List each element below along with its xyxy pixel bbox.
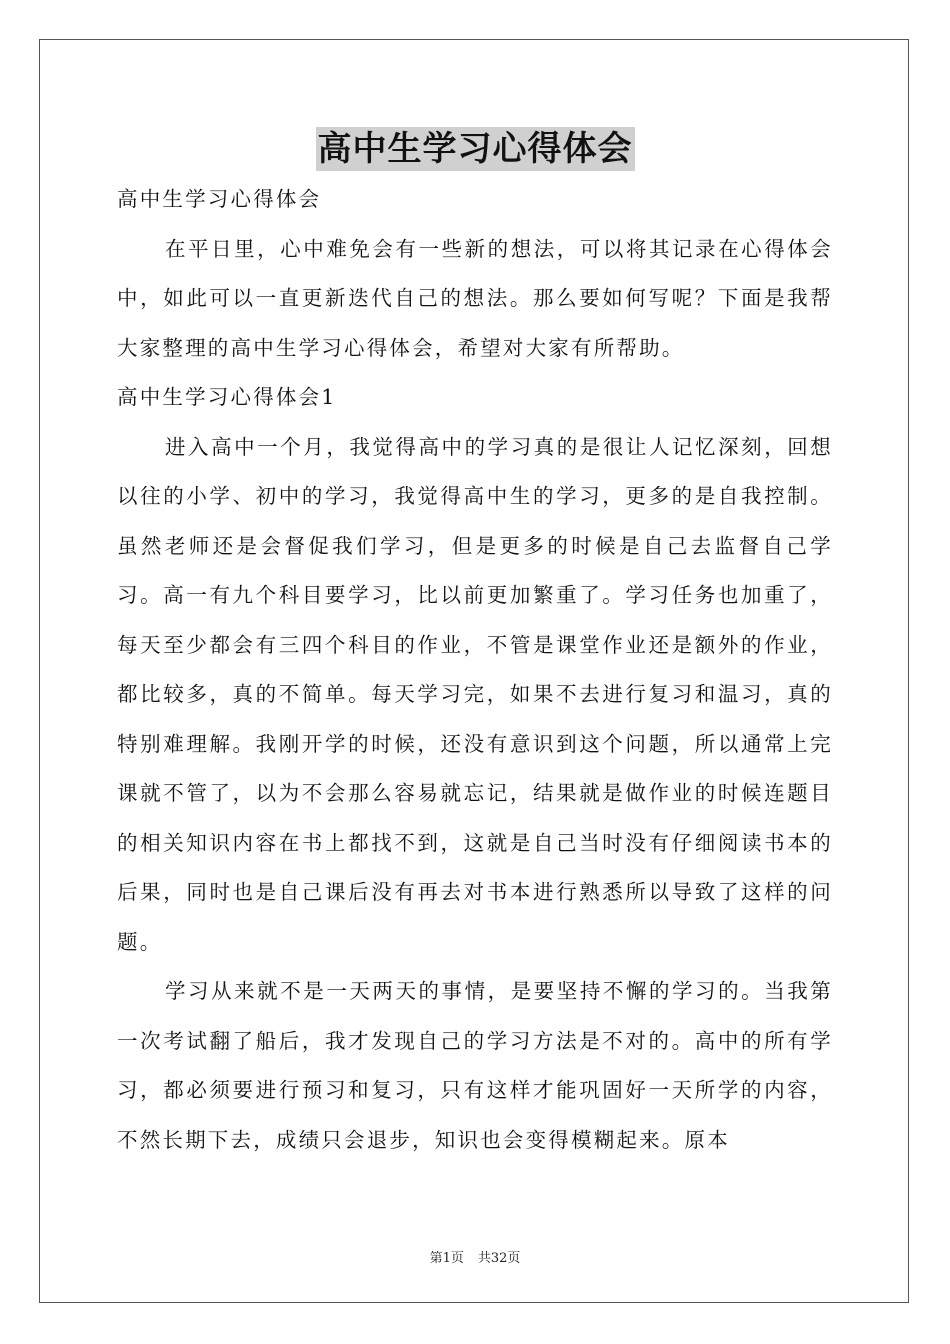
body-paragraph: 学习从来就不是一天两天的事情，是要坚持不懈的学习的。当我第一次考试翻了船后，我才发现自己的学习方法是不对的。高中的所有学习，都必须要进行预习和复习，只有这样才能巩固好一天所学的内容，不然长期下去，成绩只会退步，知识也会变得模糊起来。原本 [117, 979, 833, 1152]
document-title: 高中生学习心得体会 [317, 129, 633, 169]
page-number: 第1页 [429, 1251, 464, 1266]
body-paragraph: 进入高中一个月，我觉得高中的学习真的是很让人记忆深刻，回想以往的小学、初中的学习，我觉得高中生的学习，更多的是自我控制。虽然老师还是会督促我们学习，但是更多的时候是自己去监督自己学习。高一有九个科目要学习，比以前更加繁重了。学习任务也加重了，每天至少都会有三四个科目的作业，不管是课堂作业还是额外的作业，都比较多，真的不简单。每天学习完，如果不去进行复习和温习，真的特别难理解。我刚开学的时候，还没有意识到这个问题，所以通常上完课就不管了，以为不会那么容易就忘记，结果就是做作业的时候连题目的相关知识内容在书上都找不到，这就是自己当时没有仔细阅读书本的后果，同时也是自己课后没有再去对书本进行熟悉所以导致了这样的问题。 [117, 434, 833, 954]
section-heading: 高中生学习心得体会 [117, 187, 322, 211]
page-footer [0, 1247, 950, 1266]
page-total: 共32页 [477, 1251, 521, 1266]
body-paragraph: 在平日里，心中难免会有一些新的想法，可以将其记录在心得体会中，如此可以一直更新迭代自己的想法。那么要如何写呢？下面是我帮大家整理的高中生学习心得体会，希望对大家有所帮助。 [117, 236, 833, 360]
section-heading: 高中生学习心得体会1 [117, 385, 337, 409]
title-wrap [0, 127, 950, 171]
document-body [117, 175, 833, 1165]
